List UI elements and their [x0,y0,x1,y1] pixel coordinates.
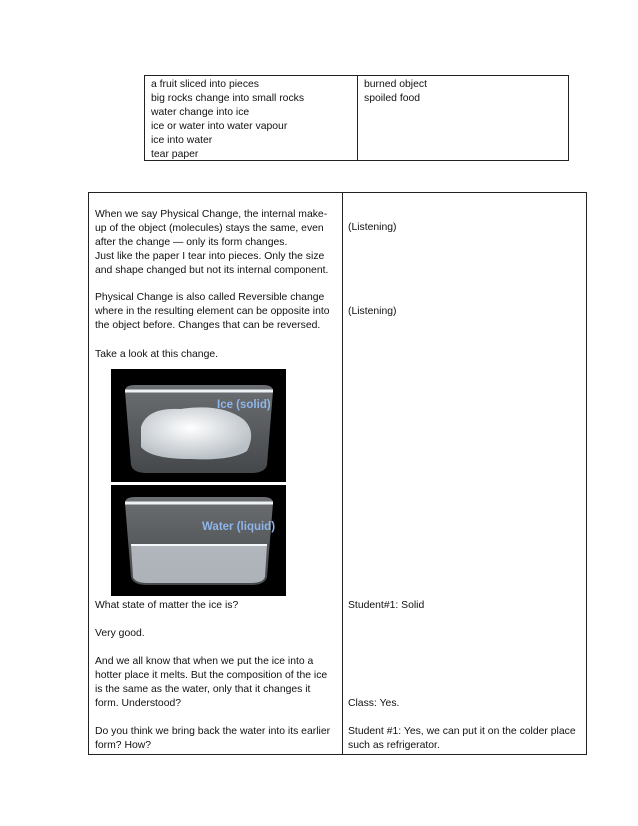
list-item: big rocks change into small rocks [151,93,305,104]
photo-separator [111,482,286,485]
melting-paragraph: And we all know that when we put the ice into a hotter place it melts. But the composition of the ice is the same as the water, only that it changes it form. Understood? [95,656,328,709]
list-item: ice or water into water vapour [151,121,288,132]
column-divider [357,76,358,160]
response-class-yes: Class: Yes. [348,698,400,709]
reversible-change-paragraph: Physical Change is also called Reversible change where in the resulting element can be opposite into the object before. Changes that can be reversed. [95,292,330,331]
list-item: a fruit sliced into pieces [151,79,260,90]
physical-change-paragraph: When we say Physical Change, the internal make- up of the object (molecules) stays the same, even after the change — only its form changes. Just like the paper I tear into pieces. Only the size and shape changed but not its internal component. [95,209,329,276]
response-student-solid: Student#1: Solid [348,600,425,611]
water-shape [131,545,267,583]
list-item: burned object [364,79,427,90]
take-a-look-text: Take a look at this change. [95,349,219,360]
response-listening-2: (Listening) [348,306,397,317]
list-item: spoiled food [364,93,421,104]
ice-block-shape [141,407,251,459]
water-label: Water (liquid) [202,521,276,533]
examples-table [144,75,569,161]
response-listening-1: (Listening) [348,222,397,233]
ice-label: Ice (solid) [217,399,271,411]
physical-change-examples [151,78,304,162]
list-item: water change into ice [151,107,250,118]
list-item: tear paper [151,149,199,160]
praise-text: Very good. [95,628,145,639]
question-state-of-matter: What state of matter the ice is? [95,600,239,611]
chemical-change-examples [364,78,427,106]
question-bring-back-water: Do you think we bring back the water into its earlier form? How? [95,726,331,751]
response-student-refrigerator: Student #1: Yes, we can put it on the colder place such as refrigerator. [348,726,576,751]
ice-water-photo [111,369,286,596]
list-item: ice into water [151,135,213,146]
